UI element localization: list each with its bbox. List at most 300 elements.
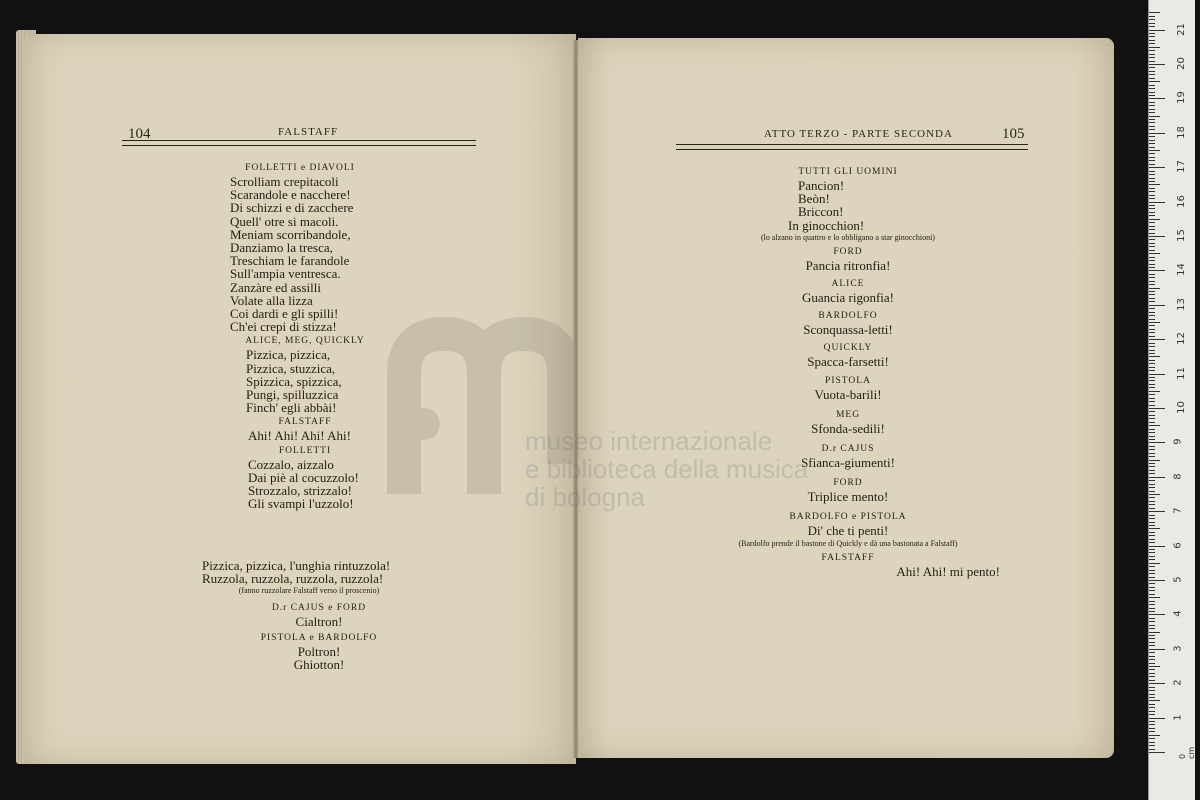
ruler-tick [1149,370,1155,371]
ruler-tick [1149,257,1155,258]
ruler-tick [1149,267,1155,268]
verse-line: Sull'ampia ventresca. [230,266,341,282]
ruler-tick [1149,601,1155,602]
ruler-tick [1149,40,1155,41]
ruler-tick [1149,215,1155,216]
ruler-tick [1149,477,1165,478]
left-page-number: 104 [128,126,151,142]
verse-line: Zanzàre ed assilli [230,279,321,295]
ruler-number: 8 [1172,473,1184,480]
ruler-tick [1149,43,1155,44]
ruler-tick [1149,140,1155,141]
ruler-tick [1149,184,1160,185]
ruler-tick [1149,508,1155,509]
verse-line: Briccon! [798,204,844,220]
ruler-tick [1149,208,1155,209]
ruler-tick [1149,604,1155,605]
ruler-tick [1149,122,1155,123]
ruler-number: 5 [1172,576,1184,583]
ruler-tick [1149,752,1165,753]
speaker-heading: ALICE [831,279,865,290]
ruler-tick [1149,704,1155,705]
ruler-tick [1149,12,1160,13]
verse-line: Sfonda-sedili! [811,420,885,436]
ruler-tick [1149,387,1155,388]
ruler-tick [1149,26,1155,27]
ruler-tick [1149,632,1160,633]
ruler-tick [1149,700,1160,701]
ruler-tick [1149,350,1155,351]
ruler-tick [1149,628,1155,629]
ruler-tick [1149,697,1155,698]
ruler-tick [1149,312,1155,313]
ruler-tick [1149,61,1155,62]
ruler-tick [1149,391,1160,392]
speaker-heading: BARDOLFO e PISTOLA [789,512,907,523]
ruler-tick [1149,573,1155,574]
ruler-tick [1149,212,1155,213]
ruler-tick [1149,577,1155,578]
speaker-heading: QUICKLY [823,343,873,354]
ruler-tick [1149,102,1155,103]
ruler-tick [1149,129,1155,130]
ruler-tick [1149,501,1155,502]
ruler-tick [1149,515,1155,516]
ruler-tick [1149,219,1160,220]
ruler-number: 11 [1175,366,1187,380]
verse-line: Cozzalo, aizzalo [248,456,334,472]
ruler-tick [1149,85,1155,86]
ruler-number: 7 [1172,507,1184,514]
ruler-tick [1149,638,1155,639]
ruler-number: 15 [1175,229,1187,242]
speaker-heading: TUTTI GLI UOMINI [798,167,898,177]
ruler-tick [1149,442,1165,443]
stage-direction: (lo alzano in quattro e lo obbligano a star ginocchioni) [761,232,935,242]
ruler-tick [1149,260,1155,261]
verse-line: Finch' egli abbài! [246,400,337,416]
ruler-tick [1149,432,1155,433]
ruler-tick [1149,484,1155,485]
ruler-tick [1149,377,1155,378]
speaker-heading: FOLLETTI [278,445,332,456]
ruler-tick [1149,680,1155,681]
ruler-tick [1149,133,1165,134]
speaker-heading: MEG [835,409,861,420]
speaker-heading: BARDOLFO [818,311,878,322]
right-header-rule-thin [676,149,1028,150]
ruler-tick [1149,497,1155,498]
ruler-tick [1149,36,1155,37]
stage-direction: (Bardolfo prende il bastone di Quickly e dà una bastonata a Falstaff) [738,538,958,548]
speaker-heading: D.r CAJUS e FORD [271,603,367,613]
ruler-tick [1149,669,1155,670]
ruler-tick [1149,319,1155,320]
ruler-number: 6 [1172,541,1184,549]
left-running-head: FALSTAFF [278,126,339,138]
ruler-tick [1149,398,1155,399]
ruler-tick [1149,243,1155,244]
ruler-tick [1149,546,1165,547]
verse-block [200,175,450,333]
ruler-tick [1149,281,1155,282]
ruler-tick [1149,92,1155,93]
verse-line: Spacca-farsetti! [807,354,889,370]
speaker-heading: FALSTAFF [821,552,875,563]
verse-line: Ruzzola, ruzzola, ruzzola, ruzzola! [202,571,384,587]
ruler-tick [1149,284,1155,285]
ruler-tick [1149,308,1155,309]
ruler-tick [1149,659,1155,660]
ruler-number: 18 [1175,125,1187,139]
ruler-tick [1149,54,1155,55]
ruler-tick [1149,580,1165,581]
right-text-column [708,164,1000,579]
ruler-tick [1149,288,1160,289]
verse-line: Treschiam le farandole [230,253,350,269]
ruler-tick [1149,566,1155,567]
ruler-tick [1149,30,1165,31]
ruler-tick [1149,81,1160,82]
ruler-tick [1149,676,1155,677]
ruler-tick [1149,191,1155,192]
ruler-tick [1149,718,1165,719]
ruler-tick [1149,721,1155,722]
ruler-tick [1149,198,1155,199]
ruler-tick [1149,174,1155,175]
verse-line: Dai piè al cocuzzolo! [248,469,359,485]
verse-line: Pancion! [798,178,845,193]
ruler-tick [1149,491,1155,492]
ruler-tick [1149,167,1165,168]
ruler-tick [1149,645,1155,646]
ruler-tick [1149,663,1155,664]
verse-line: Scarandole e nacchere! [230,187,351,203]
left-page [24,34,576,764]
ruler-tick [1149,453,1155,454]
ruler-tick [1149,270,1165,271]
ruler-tick [1149,687,1155,688]
watermark-text-line2: e biblioteca della musica [525,454,809,484]
ruler-tick [1149,298,1155,299]
ruler-tick [1149,463,1155,464]
right-page-number: 105 [1002,126,1025,142]
ruler-tick [1149,494,1160,495]
verse-line: Meniam scorribandole, [230,226,351,242]
ruler-tick [1149,229,1155,230]
ruler-tick [1149,226,1155,227]
ruler-tick [1149,511,1165,512]
verse-line: Danziamo la tresca, [230,240,333,256]
ruler-tick [1149,408,1165,409]
ruler-tick [1149,473,1155,474]
ruler-number: 14 [1175,263,1187,277]
ruler-tick [1149,380,1155,381]
ruler-tick [1149,749,1155,750]
ruler-tick [1149,301,1155,302]
ruler-tick [1149,64,1165,65]
ruler-tick [1149,522,1155,523]
ruler-tick [1149,153,1155,154]
ruler-tick [1149,594,1155,595]
ruler-tick [1149,33,1155,34]
verse-block [708,179,988,232]
ruler-tick [1149,109,1155,110]
verse-line: Cialtron! [295,614,343,629]
ruler-tick [1149,222,1155,223]
ruler-tick [1149,608,1155,609]
ruler-tick [1149,539,1155,540]
ruler-tick [1149,202,1165,203]
ruler-tick [1149,731,1155,732]
verse-line: Pizzica, pizzica, [246,347,331,363]
ruler-tick [1149,487,1155,488]
ruler-tick [1149,164,1155,165]
ruler-tick [1149,728,1155,729]
ruler-tick [1149,587,1155,588]
ruler-tick [1149,405,1155,406]
verse-line: Ghiotton! [293,657,345,673]
verse-line: Spizzica, spizzica, [246,373,342,389]
verse-line: In ginocchion! [788,217,865,233]
ruler-tick [1149,325,1155,326]
speaker-heading: PISTOLA [825,375,871,386]
speaker-heading: FORD [833,246,863,257]
ruler-tick [1149,422,1155,423]
ruler-tick [1149,707,1155,708]
ruler-tick [1149,525,1155,526]
ruler-tick [1149,57,1155,58]
ruler-tick [1149,504,1155,505]
ruler-tick [1149,656,1155,657]
ruler-number: 17 [1175,160,1187,174]
ruler-tick [1149,611,1155,612]
ruler-tick [1149,119,1155,120]
verse-line: Volate alla lizza [230,292,313,308]
verse-line: Pizzica, stuzzica, [246,360,336,376]
ruler-tick [1149,735,1160,736]
speaker-heading: ALICE, MEG, QUICKLY [245,336,365,347]
ruler-tick [1149,367,1155,368]
ruler-tick [1149,724,1155,725]
ruler-tick [1149,556,1155,557]
ruler-tick [1149,363,1155,364]
verse-line: Ahi! Ahi! Ahi! Ahi! [248,428,351,444]
ruler-tick [1149,147,1155,148]
verse-line: Strozzalo, strizzalo! [248,483,352,499]
ruler-tick [1149,188,1155,189]
ruler-number: 3 [1172,645,1184,652]
speaker-heading: FORD [833,478,863,489]
verse-line: Quell' otre si macoli. [230,213,339,229]
ruler-tick [1149,449,1155,450]
ruler-tick [1149,339,1165,340]
ruler-number: 10 [1175,401,1187,414]
ruler-tick [1149,425,1160,426]
speaker-heading: D.r CAJUS [821,444,875,455]
ruler-tick [1149,264,1155,265]
ruler-tick [1149,23,1155,24]
measurement-ruler [1148,0,1195,800]
ruler-tick [1149,74,1155,75]
ruler-tick [1149,621,1155,622]
ruler-number: 21 [1175,22,1187,36]
speaker-heading: PISTOLA e BARDOLFO [260,633,378,644]
ruler-tick [1149,694,1155,695]
ruler-tick [1149,401,1155,402]
speaker-heading: FOLLETTI e DIAVOLI [245,163,355,173]
ruler-tick [1149,360,1155,361]
ruler-tick [1149,143,1155,144]
ruler-tick [1149,480,1155,481]
ruler-number: 4 [1172,610,1184,618]
verse-line: Guancia rigonfia! [801,290,895,306]
ruler-tick [1149,456,1155,457]
ruler-tick [1149,690,1155,691]
verse-line: Sfianca-giumenti! [801,455,895,471]
ruler-tick [1149,618,1155,619]
ruler-number: 12 [1175,332,1187,346]
verse-line: Pungi, spilluzzica [246,387,339,403]
ruler-tick [1149,116,1160,117]
verse-line: Di' che ti penti! [807,523,889,539]
ruler-tick [1149,532,1155,533]
ruler-tick [1149,518,1155,519]
stage-direction: (fanno ruzzolare Falstaff verso il proscenio) [238,586,380,596]
ruler-tick [1149,294,1155,295]
ruler-tick [1149,552,1155,553]
ruler-number: 1 [1172,713,1184,721]
ruler-number: 19 [1175,91,1187,105]
ruler-tick [1149,181,1155,182]
ruler-tick [1149,418,1155,419]
ruler-tick [1149,112,1155,113]
ruler-tick [1149,291,1155,292]
right-header-rule [676,144,1028,145]
ruler-tick [1149,711,1155,712]
left-closing-lines [224,600,414,672]
verse-line: Scrolliam crepitacoli [230,174,339,189]
ruler-number: 20 [1175,57,1187,70]
ruler-tick [1149,549,1155,550]
ruler-tick [1149,50,1155,51]
verse-line: Poltron! [297,644,341,660]
ruler-tick [1149,47,1160,48]
ruler-tick [1149,343,1155,344]
ruler-number: 9 [1172,438,1184,446]
ruler-tick [1149,239,1155,240]
ruler-tick [1149,160,1155,161]
ruler-tick [1149,673,1155,674]
ruler-tick [1149,16,1155,17]
ruler-tick [1149,136,1155,137]
ruler-tick [1149,236,1165,237]
verse-line: Pancia ritronfia! [805,257,891,273]
ruler-tick [1149,535,1155,536]
ruler-tick [1149,19,1155,20]
ruler-tick [1149,583,1155,584]
ruler-tick [1149,436,1155,437]
ruler-tick [1149,394,1155,395]
ruler-tick [1149,374,1165,375]
watermark-text-line3: di bologna [525,482,645,512]
ruler-tick [1149,95,1155,96]
ruler-tick [1149,67,1155,68]
ruler-tick [1149,305,1165,306]
right-page [578,38,1114,758]
ruler-tick [1149,78,1155,79]
left-header-rule-thin [122,145,476,146]
ruler-tick [1149,559,1155,560]
ruler-tick [1149,649,1165,650]
ruler-tick [1149,742,1155,743]
ruler-tick [1149,250,1155,251]
ruler-tick [1149,171,1155,172]
ruler-tick [1149,277,1155,278]
ruler-tick [1149,150,1160,151]
ruler-tick [1149,597,1160,598]
ruler-tick [1149,384,1155,385]
ruler-tick [1149,683,1165,684]
verse-line: Triplice mento! [807,489,889,505]
ruler-tick [1149,233,1155,234]
ruler-tick [1149,336,1155,337]
ruler-tick [1149,205,1155,206]
ruler-tick [1149,652,1155,653]
verse-block [224,615,414,628]
ruler-tick [1149,466,1155,467]
verse-line: Beòn! [798,191,830,207]
ruler-tick [1149,460,1160,461]
ruler-tick [1149,253,1160,254]
ruler-number: 16 [1175,194,1187,208]
ruler-tick [1149,126,1155,127]
speaker-heading: FALSTAFF [278,417,332,428]
ruler-tick [1149,714,1155,715]
verse-line: Ahi! Ahi! mi pento! [896,563,1000,579]
ruler-tick [1149,322,1160,323]
ruler-unit-label: 0 cm [1178,746,1196,759]
ruler-tick [1149,274,1155,275]
ruler-tick [1149,528,1160,529]
ruler-tick [1149,329,1155,330]
verse-block [224,645,414,671]
ruler-tick [1149,157,1155,158]
ruler-tick [1149,415,1155,416]
ruler-tick [1149,195,1155,196]
ruler-tick [1149,346,1155,347]
left-wide-lines [184,559,444,600]
ruler-tick [1149,88,1155,89]
ruler-tick [1149,635,1155,636]
ruler-tick [1149,71,1155,72]
ruler-tick [1149,570,1155,571]
verse-line: Pizzica, pizzica, l'unghia rintuzzola! [202,558,391,573]
ruler-number: 13 [1175,297,1187,311]
ruler-tick [1149,738,1155,739]
ruler-tick [1149,590,1155,591]
ruler-tick [1149,356,1160,357]
verse-line: Sconquassa-letti! [803,322,893,338]
ruler-tick [1149,98,1165,99]
ruler-tick [1149,439,1155,440]
ruler-number: 2 [1172,679,1184,686]
ruler-tick [1149,105,1155,106]
ruler-tick [1149,745,1155,746]
ruler-tick [1149,470,1155,471]
right-running-head: ATTO TERZO - PARTE SECONDA [764,128,953,140]
verse-line: Vuota-barili! [814,386,882,402]
